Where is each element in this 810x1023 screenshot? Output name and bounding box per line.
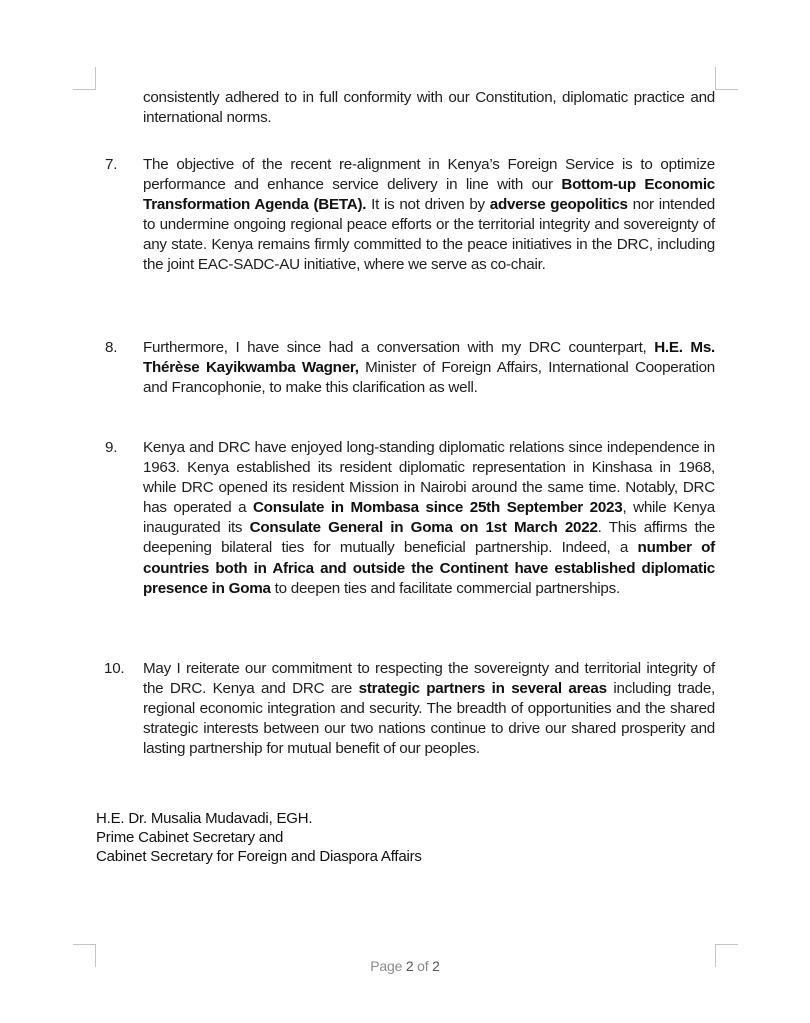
signatory-name: H.E. Dr. Musalia Mudavadi, EGH. <box>96 810 313 827</box>
current-page-number: 2 <box>405 958 414 974</box>
total-pages-number: 2 <box>432 958 440 974</box>
text-run: Minister of Foreign Affairs, International Cooperation and Francophonie, to make this clarification as well. <box>143 359 715 397</box>
paragraph-7 <box>100 155 715 276</box>
paragraph-number: 8. <box>105 339 118 356</box>
signatory-title-line-1: Prime Cabinet Secretary and <box>96 829 284 846</box>
paragraph-number: 7. <box>105 156 118 173</box>
emphasized-text: H.E. Ms. Thérèse Kayikwamba Wagner, <box>143 339 716 377</box>
text-run: The objective of the recent re-alignment in Kenya’s Foreign Service is to optimize performance and enhance service delivery in line with our <box>143 156 715 194</box>
paragraph-text <box>143 659 715 759</box>
text-run: to deepen ties and facilitate commercial partnerships. <box>270 579 620 597</box>
signature-block <box>96 809 422 866</box>
text-run: May I reiterate our commitment to respecting the sovereignty and territorial integrity of the DRC. Kenya and DRC are <box>143 660 715 698</box>
crop-mark-top-left <box>73 67 96 90</box>
paragraph-10 <box>100 659 715 759</box>
paragraph-8 <box>100 338 715 398</box>
continued-paragraph-text: consistently adhered to in full conformity with our Constitution, diplomatic practice and international norms. <box>143 89 715 127</box>
paragraph-text <box>143 338 715 398</box>
emphasized-text: Consulate General in Goma on 1st March 2022 <box>249 519 598 537</box>
emphasized-text: Consulate in Mombasa since 25th September 2023 <box>252 499 623 517</box>
page-footer <box>0 958 810 974</box>
text-run: It is not driven by <box>366 196 490 214</box>
page-separator: of <box>413 958 433 974</box>
text-run: nor intended to undermine ongoing regional peace efforts or the territorial integrity and sovereignty of any state. Kenya remains firmly committed to the peace initiatives in the DRC, including the joint EAC-SADC-AU initiative, where we serve as co-chair. <box>143 196 715 274</box>
paragraph-text <box>143 438 715 599</box>
text-run: , while Kenya inaugurated its <box>143 499 715 537</box>
emphasized-text: adverse geopolitics <box>489 196 628 214</box>
crop-mark-top-right <box>715 67 738 90</box>
page-label: Page <box>370 958 406 974</box>
paragraph-text <box>143 155 715 276</box>
emphasized-text: number of countries both in Africa and outside the Continent have established diplomatic presence in Goma <box>143 539 715 597</box>
emphasized-text: Bottom-up Economic Transformation Agenda (BETA). <box>143 176 715 214</box>
text-run: Furthermore, I have since had a conversation with my DRC counterpart, <box>143 339 655 356</box>
continued-paragraph <box>143 88 715 128</box>
paragraph-number: 10. <box>104 660 125 677</box>
text-run: including trade, regional economic integration and security. The breadth of opportunities and the shared strategic interests between our two nations continue to drive our shared prosperity and lasting partnership for mutual benefit of our peoples. <box>143 680 716 758</box>
text-run: . This affirms the deepening bilateral ties for mutually beneficial partnership. Indeed, a <box>143 519 715 557</box>
emphasized-text: strategic partners in several areas <box>358 680 607 698</box>
signatory-title-line-2: Cabinet Secretary for Foreign and Diaspora Affairs <box>96 848 422 865</box>
paragraph-number: 9. <box>105 439 118 456</box>
paragraph-9 <box>100 438 715 599</box>
text-run: Kenya and DRC have enjoyed long-standing diplomatic relations since independence in 1963. Kenya established its resident diplomatic representation in Kinshasa in 1968, while DRC opened its resident Mission in Nairobi around the same time. Notably, DRC has operated a <box>143 439 715 517</box>
